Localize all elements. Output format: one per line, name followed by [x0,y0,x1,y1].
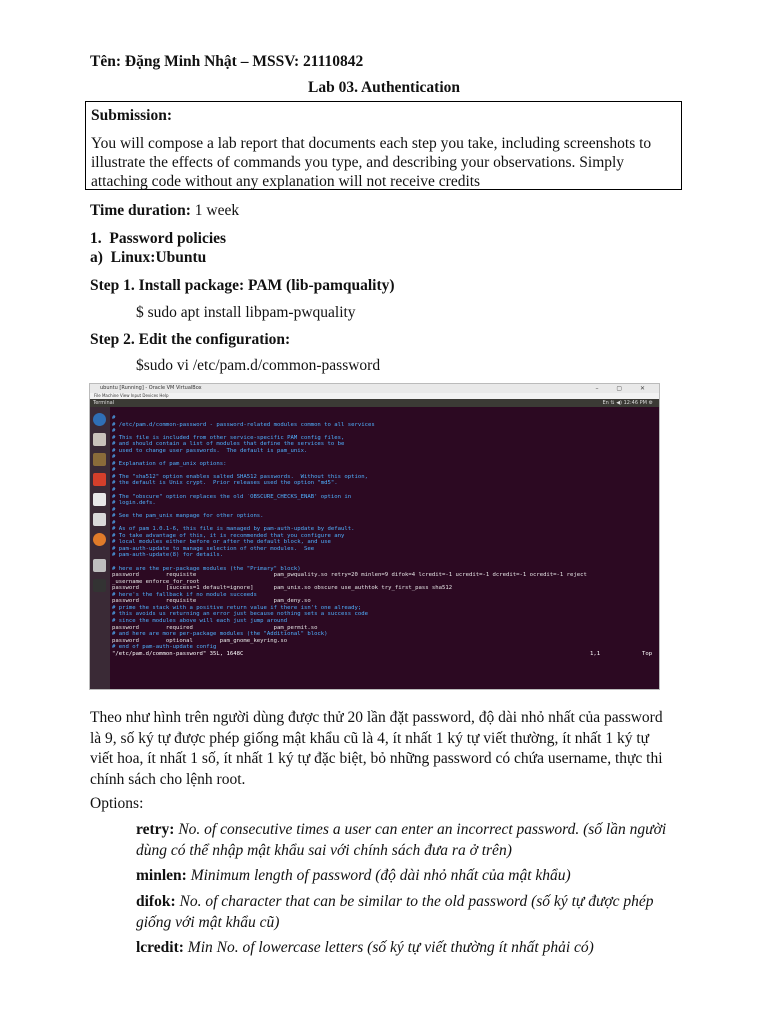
terminal-line: password [success=1 default=ignore] pam_unix.so obscure use_authtok try_first_pass sha512 [112,585,453,592]
vim-status-line [112,651,659,658]
terminal-line: # [112,487,116,494]
terminal-line: # and here are more per-package modules (the "Additional" block) [112,631,328,638]
submission-text: You will compose a lab report that documents each step you take, including screenshots to illustrate the effects of commands you type, and describing your observations. Simply attaching code without any explanation will not receive credits [91,135,652,190]
time-duration [90,201,239,220]
option-item [136,938,671,959]
terminal-line: # [112,506,116,513]
writer-icon [93,493,106,506]
step2-command: $sudo vi /etc/pam.d/common-password [136,357,381,374]
ubuntu-top-panel-indicators: En ⇅ ◀) 12:46 PM ⚙ [602,400,653,406]
options-label: Options: [90,795,144,812]
option-description: No. of character that can be similar to the old password (số ký tự được phép giống với mật khẩu cũ) [136,893,654,931]
option-description: No. of consecutive times a user can enter an incorrect password. (số lần người dùng có thể nhập mật khẩu sai với chính sách đưa ra ở trên) [136,821,667,859]
terminal-line: # here's the fallback if no module succeeds [112,591,257,598]
archive-icon [93,453,106,466]
option-key: difok: [136,893,176,910]
terminal-line: password requisite pam_pwquality.so retry=20 minlen=9 difok=4 lcredit=-1 ucredit=-1 dcredit=-1 ocredit=-1 reject [112,572,587,579]
terminal-line: # the default is Unix crypt. Prior releases used the option "md5". [112,480,338,487]
terminal-line: # To take advantage of this, it is recommended that you configure any [112,532,345,539]
section-heading-password-policies: 1. Password policies [90,230,227,247]
terminal-line: # here are the per-package modules (the "Primary" block) [112,565,301,572]
terminal-line: # [112,454,116,461]
time-duration-value: 1 week [190,202,240,219]
submission-heading: Submission: [91,107,172,124]
terminal-line: password requisite pam_deny.so [112,598,311,605]
explanation-paragraph: Theo như hình trên người dùng được thử 20 lần đặt password, độ dài nhỏ nhất của password là 9, số ký tự được phép giống mật khẩu cũ là 4, ít nhất 1 ký tự viết thường, ít nhất 1 ký tự viết hoa, ít nhất 1 số, ít nhất 1 ký tự đặc biệt, bỏ những password có chứa username, thực thi chính sách cho lệnh root. [90,709,663,788]
terminal-line: _username enforce_for_root [112,578,200,585]
terminal-line: # [112,467,116,474]
option-key: retry: [136,821,175,838]
files-icon [93,433,106,446]
terminal-line: password optional pam_gnome_keyring.so [112,637,288,644]
step1-command: $ sudo apt install libpam-pwquality [136,304,356,321]
step1-title: Step 1. Install package: PAM (lib-pamquality) [90,277,395,294]
terminal-line: # used to change user passwords. The default is pam_unix. [112,447,308,454]
subsection-heading-linux-ubuntu: a) Linux:Ubuntu [90,249,207,266]
lab-title: Lab 03. Authentication [307,79,460,96]
ubuntu-top-panel-title: Terminal [93,400,115,406]
terminal-line: # pam-auth-update(8) for details. [112,552,224,559]
vim-status-position: 1,1 [590,650,601,657]
vm-menu-items: File Machine View Input Devices Help [94,393,169,398]
terminal-line: # [112,519,116,526]
vm-window-title: ubuntu [Running] - Oracle VM VirtualBox [100,385,202,391]
option-item [136,820,671,861]
option-description: Min No. of lowercase letters (số ký tự viết thường ít nhất phải có) [183,939,594,956]
terminal-line: # The "obscure" option replaces the old `OBSCURE_CHECKS_ENAB' option in [112,493,352,500]
terminal-line: # pam-auth-update to manage selection of other modules. See [112,545,315,552]
option-item [136,866,671,887]
vim-status-scroll: Top [642,650,653,657]
ubuntu-top-panel [90,399,659,407]
step2-title: Step 2. Edit the configuration: [90,331,291,348]
ubuntu-launcher [90,407,110,689]
software-center-icon [93,473,106,486]
dash-icon [93,413,106,426]
option-item [136,892,671,933]
terminal-line: # and should contain a list of modules that define the services to be [112,441,345,448]
terminal-line: # local modules either before or after the default block, and use [112,539,331,546]
terminal-line: # prime the stack with a positive return value if there isn't one already; [112,604,362,611]
terminal-line: # since the modules above will each just jump around [112,617,288,624]
terminal-line: # /etc/pam.d/common-password - password-related modules common to all services [112,421,375,428]
time-duration-label: Time duration: [90,202,191,219]
vm-window-controls: – ▢ ✕ [595,385,653,392]
terminal-icon [93,579,106,592]
terminal-line: # end of pam-auth-update config [112,644,217,651]
terminal-line: # login.defs. [112,500,156,507]
vm-window-titlebar [90,384,659,393]
terminal-line: # [112,415,116,421]
terminal-line: # [112,428,116,435]
firefox-icon [93,533,106,546]
terminal-line: # As of pam 1.0.1-6, this file is managed by pam-auth-update by default. [112,526,355,533]
terminal-line: # See the pam_unix manpage for other options. [112,513,264,520]
calc-icon [93,513,106,526]
terminal-line: # This file is included from other service-specific PAM config files, [112,434,345,441]
option-key: minlen: [136,867,187,884]
submission-box [85,101,682,190]
vm-screenshot [89,383,660,690]
terminal-output [110,407,659,689]
option-description: Minimum length of password (độ dài nhỏ nhất của mật khẩu) [186,867,571,884]
terminal-line: # this avoids us returning an error just because nothing sets a success code [112,611,368,618]
settings-icon [93,559,106,572]
vim-status-file: "/etc/pam.d/common-password" 35L, 1648C [112,650,244,657]
terminal-line: password required pam_permit.so [112,624,318,631]
student-info: Tên: Đặng Minh Nhật – MSSV: 21110842 [90,53,364,70]
terminal-line: # The "sha512" option enables salted SHA512 passwords. Without this option, [112,473,368,480]
terminal-line: # Explanation of pam_unix options: [112,460,227,467]
option-key: lcredit: [136,939,184,956]
